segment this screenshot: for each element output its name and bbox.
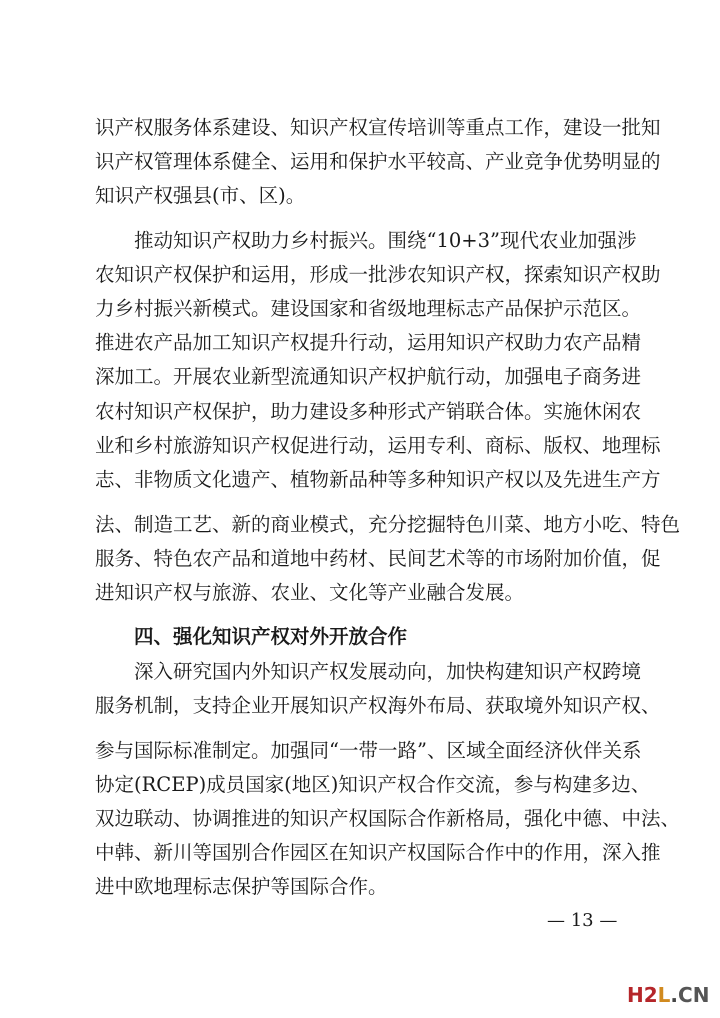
paragraph-3-line-6: 中韩、新川等国别合作园区在知识产权国际合作中的作用，深入推 (95, 841, 661, 864)
paragraph-3-line-3: 参与国际标准制定。加强同“一带一路”、区域全面经济伙伴关系 (95, 739, 642, 762)
watermark-dot: . (670, 983, 679, 1007)
paragraph-3-line-7: 进中欧地理标志保护等国际合作。 (95, 875, 388, 898)
watermark-logo (627, 983, 709, 1007)
paragraph-2-line-9: 法、制造工艺、新的商业模式，充分挖掘特色川菜、地方小吃、特色 (95, 513, 681, 536)
watermark-l: L (657, 983, 671, 1007)
paragraph-2-line-7: 业和乡村旅游知识产权促进行动，运用专利、商标、版权、地理标 (95, 434, 661, 457)
paragraph-2-line-5: 深加工。开展农业新型流通知识产权护航行动，加强电子商务进 (95, 365, 642, 388)
paragraph-3-line-2: 服务机制，支持企业开展知识产权海外布局、获取境外知识产权、 (95, 694, 661, 717)
paragraph-3-line-5: 双边联动、协调推进的知识产权国际合作新格局，强化中德、中法、 (95, 807, 681, 830)
paragraph-2-line-8: 志、非物质文化遗产、植物新品种等多种知识产权以及先进生产方 (95, 468, 661, 491)
page-number: — 13 — (547, 910, 618, 931)
section-heading: 四、强化知识产权对外开放合作 (134, 625, 408, 648)
paragraph-1-line-3: 知识产权强县(市、区)。 (95, 184, 306, 207)
paragraph-2-line-4: 推进农产品加工知识产权提升行动，运用知识产权助力农产品精 (95, 331, 642, 354)
watermark-cn: CN (678, 983, 710, 1007)
paragraph-2-line-1: 推动知识产权助力乡村振兴。围绕“10+3”现代农业加强涉 (134, 229, 637, 252)
paragraph-2-line-11: 进知识产权与旅游、农业、文化等产业融合发展。 (95, 581, 525, 604)
paragraph-2-line-2: 农知识产权保护和运用，形成一批涉农知识产权，探索知识产权助 (95, 263, 661, 286)
paragraph-2-line-10: 服务、特色农产品和道地中药材、民间艺术等的市场附加价值，促 (95, 547, 661, 570)
paragraph-2-line-3: 力乡村振兴新模式。建设国家和省级地理标志产品保护示范区。 (95, 297, 642, 320)
paragraph-3-line-1: 深入研究国内外知识产权发展动向，加快构建知识产权跨境 (134, 660, 642, 683)
watermark-h2: H2 (627, 983, 658, 1007)
paragraph-2-line-6: 农村知识产权保护，助力建设多种形式产销联合体。实施休闲农 (95, 400, 642, 423)
paragraph-1-line-1: 识产权服务体系建设、知识产权宣传培训等重点工作，建设一批知 (95, 116, 661, 139)
paragraph-3-line-4: 协定(RCEP)成员国家(地区)知识产权合作交流，参与构建多边、 (95, 773, 651, 796)
paragraph-1-line-2: 识产权管理体系健全、运用和保护水平较高、产业竞争优势明显的 (95, 150, 661, 173)
